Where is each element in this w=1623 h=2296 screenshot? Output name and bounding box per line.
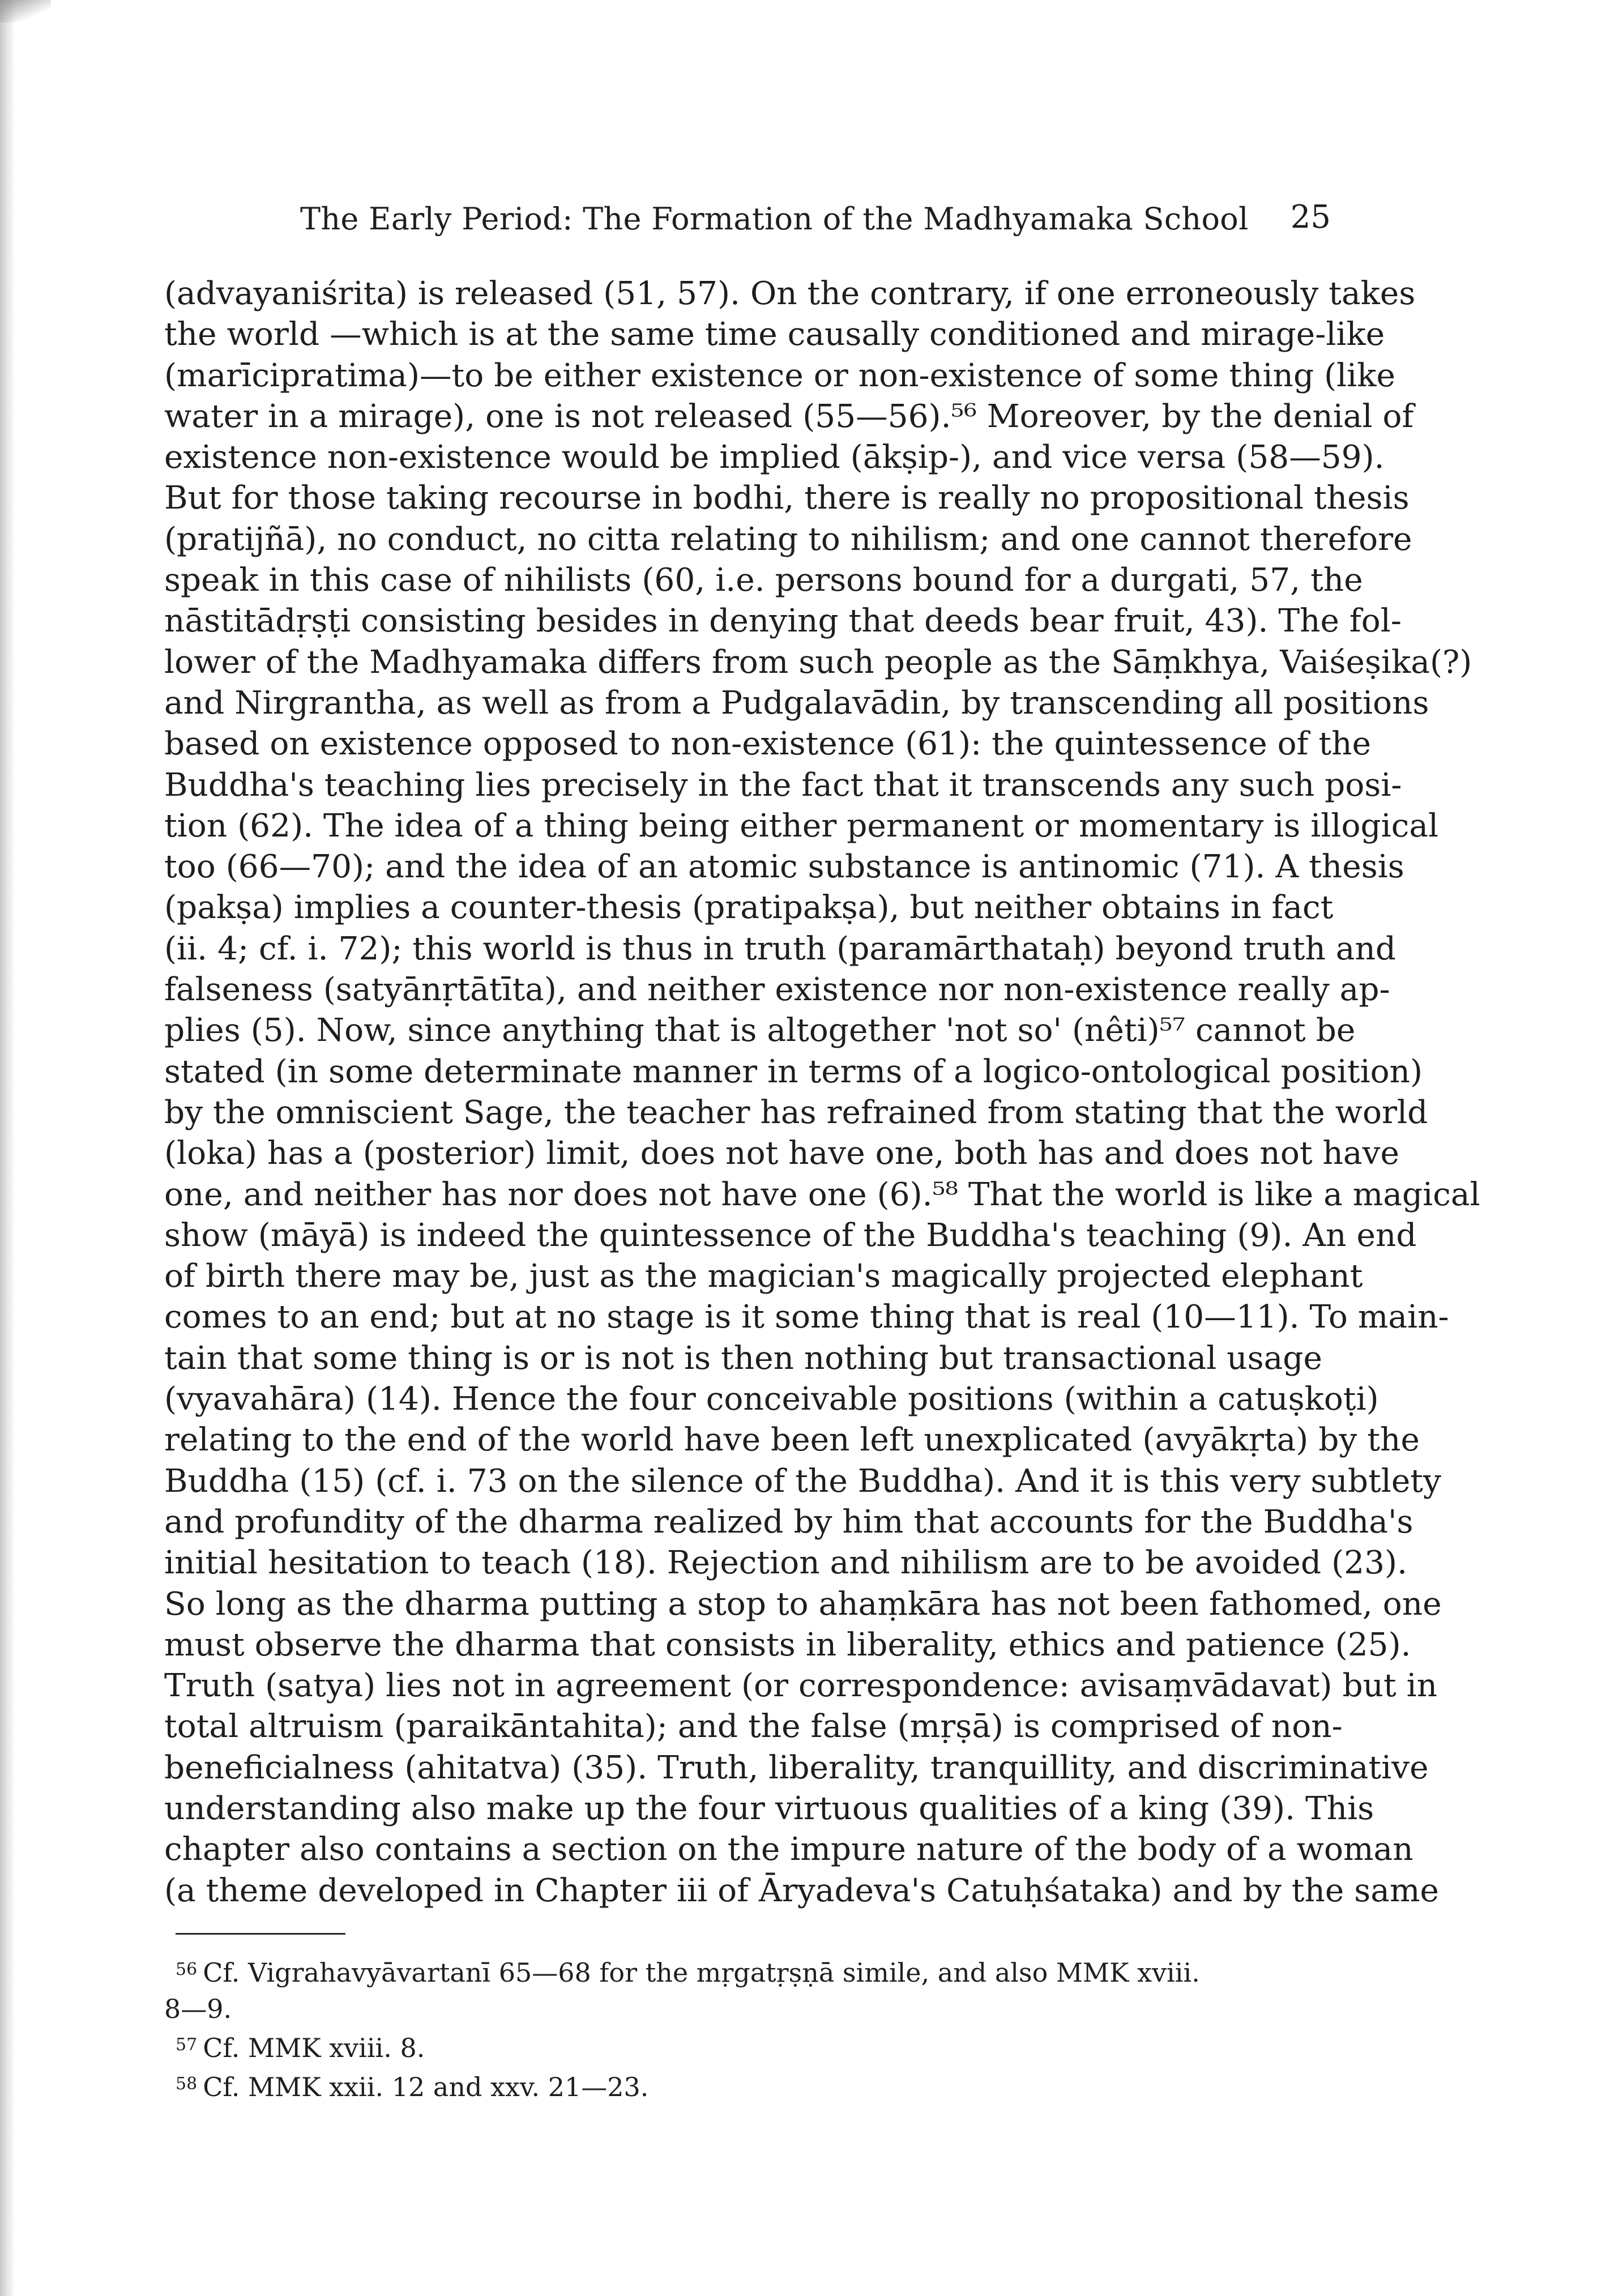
body-line: tain that some thing is or is not is then nothing but transactional usage [164, 1339, 1322, 1377]
footnote-number: 58 [176, 2073, 198, 2094]
body-line: of birth there may be, just as the magician's magically projected elephant [164, 1258, 1363, 1295]
body-line: and profundity of the dharma realized by him that accounts for the Buddha's [164, 1503, 1413, 1540]
footnote [164, 2066, 1314, 2105]
footnote [164, 1952, 1314, 1991]
footnotes [164, 1952, 1314, 2105]
running-head [164, 195, 1331, 252]
footnote-number: 57 [176, 2034, 198, 2055]
body-line: based on existence opposed to non-existence (61): the quintessence of the [164, 725, 1372, 763]
body-line: (ii. 4; cf. i. 72); this world is thus in truth (paramārthataḥ) beyond truth and [164, 930, 1396, 967]
body-line: one, and neither has nor does not have one (6).⁵⁸ That the world is like a magical [164, 1176, 1480, 1213]
body-line: chapter also contains a section on the impure nature of the body of a woman [164, 1831, 1413, 1868]
body-line: plies (5). Now, since anything that is altogether 'not so' (nêti)⁵⁷ cannot be [164, 1012, 1356, 1049]
body-text [164, 274, 1480, 1911]
body-line: So long as the dharma putting a stop to ahaṃkāra has not been fathomed, one [164, 1585, 1442, 1623]
body-line: tion (62). The idea of a thing being either permanent or momentary is illogical [164, 807, 1439, 844]
footnote-text: 8—9. [164, 1993, 232, 2024]
body-line: nāstitādṛṣṭi consisting besides in denying that deeds bear fruit, 43). The fol- [164, 603, 1402, 640]
body-line: Truth (satya) lies not in agreement (or correspondence: avisaṃvādavat) but in [164, 1667, 1438, 1705]
footnote-number: 56 [176, 1959, 198, 1979]
body-line: relating to the end of the world have been left unexplicated (avyākṛta) by the [164, 1422, 1420, 1459]
body-line: (advayaniśrita) is released (51, 57). On the contrary, if one erroneously takes [164, 275, 1416, 312]
body-line: initial hesitation to teach (18). Rejection and nihilism are to be avoided (23). [164, 1544, 1408, 1582]
body-line: Buddha (15) (cf. i. 73 on the silence of the Buddha). And it is this very subtlety [164, 1462, 1441, 1500]
footnote [164, 1991, 1314, 2027]
body-line: (loka) has a (posterior) limit, does not have one, both has and does not have [164, 1135, 1399, 1172]
scan-corner-mark [0, 0, 51, 23]
body-line: (pakṣa) implies a counter-thesis (pratipakṣa), but neither obtains in fact [164, 889, 1334, 927]
body-line: beneficialness (ahitatva) (35). Truth, liberality, tranquillity, and discriminative [164, 1749, 1429, 1786]
body-line: understanding also make up the four virtuous qualities of a king (39). This [164, 1790, 1374, 1827]
body-line: total altruism (paraikāntahita); and the false (mṛṣā) is comprised of non- [164, 1708, 1343, 1746]
body-line: (pratijñā), no conduct, no citta relating to nihilism; and one cannot therefore [164, 520, 1412, 558]
body-line: too (66—70); and the idea of an atomic substance is antinomic (71). A thesis [164, 848, 1404, 886]
body-line: must observe the dharma that consists in liberality, ethics and patience (25). [164, 1626, 1411, 1663]
body-line: (marīcipratima)—to be either existence or non-existence of some thing (like [164, 357, 1395, 394]
footnote-text: Cf. Vigrahavyāvartanī 65—68 for the mṛgatṛṣṇā simile, and also MMK xviii. [203, 1957, 1200, 1988]
body-line: speak in this case of nihilists (60, i.e. persons bound for a durgati, 57, the [164, 562, 1363, 599]
page-number: 25 [1290, 199, 1331, 236]
scan-edge-shadow [0, 0, 15, 2296]
body-line: the world —which is at the same time causally conditioned and mirage-like [164, 316, 1385, 353]
body-line: by the omniscient Sage, the teacher has refrained from stating that the world [164, 1094, 1428, 1131]
body-line: falseness (satyānṛtātīta), and neither existence nor non-existence really ap- [164, 971, 1390, 1009]
footnote [164, 2027, 1314, 2066]
body-line: water in a mirage), one is not released (55—56).⁵⁶ Moreover, by the denial of [164, 398, 1414, 435]
running-title: The Early Period: The Formation of the Madhyamaka School [300, 201, 1249, 237]
book-page [164, 195, 1480, 2105]
body-line: (vyavahāra) (14). Hence the four conceivable positions (within a catuṣkoṭi) [164, 1381, 1379, 1418]
body-line: Buddha's teaching lies precisely in the fact that it transcends any such posi- [164, 766, 1402, 804]
body-line: comes to an end; but at no stage is it some thing that is real (10—11). To main- [164, 1299, 1449, 1336]
body-line: stated (in some determinate manner in terms of a logico-ontological position) [164, 1053, 1423, 1090]
body-line: and Nirgrantha, as well as from a Pudgalavādin, by transcending all positions [164, 684, 1429, 722]
body-line: (a theme developed in Chapter iii of Āryadeva's Catuḥśataka) and by the same [164, 1872, 1439, 1909]
body-line: existence non-existence would be implied (ākṣip-), and vice versa (58—59). [164, 439, 1385, 476]
body-line: But for those taking recourse in bodhi, there is really no propositional thesis [164, 480, 1410, 517]
footnote-text: Cf. MMK xviii. 8. [203, 2032, 425, 2063]
footnote-text: Cf. MMK xxii. 12 and xxv. 21—23. [203, 2071, 649, 2102]
body-line: show (māyā) is indeed the quintessence of the Buddha's teaching (9). An end [164, 1217, 1417, 1254]
footnote-rule [176, 1933, 345, 1935]
body-line: lower of the Madhyamaka differs from such people as the Sāṃkhya, Vaiśeṣika(?) [164, 643, 1472, 681]
